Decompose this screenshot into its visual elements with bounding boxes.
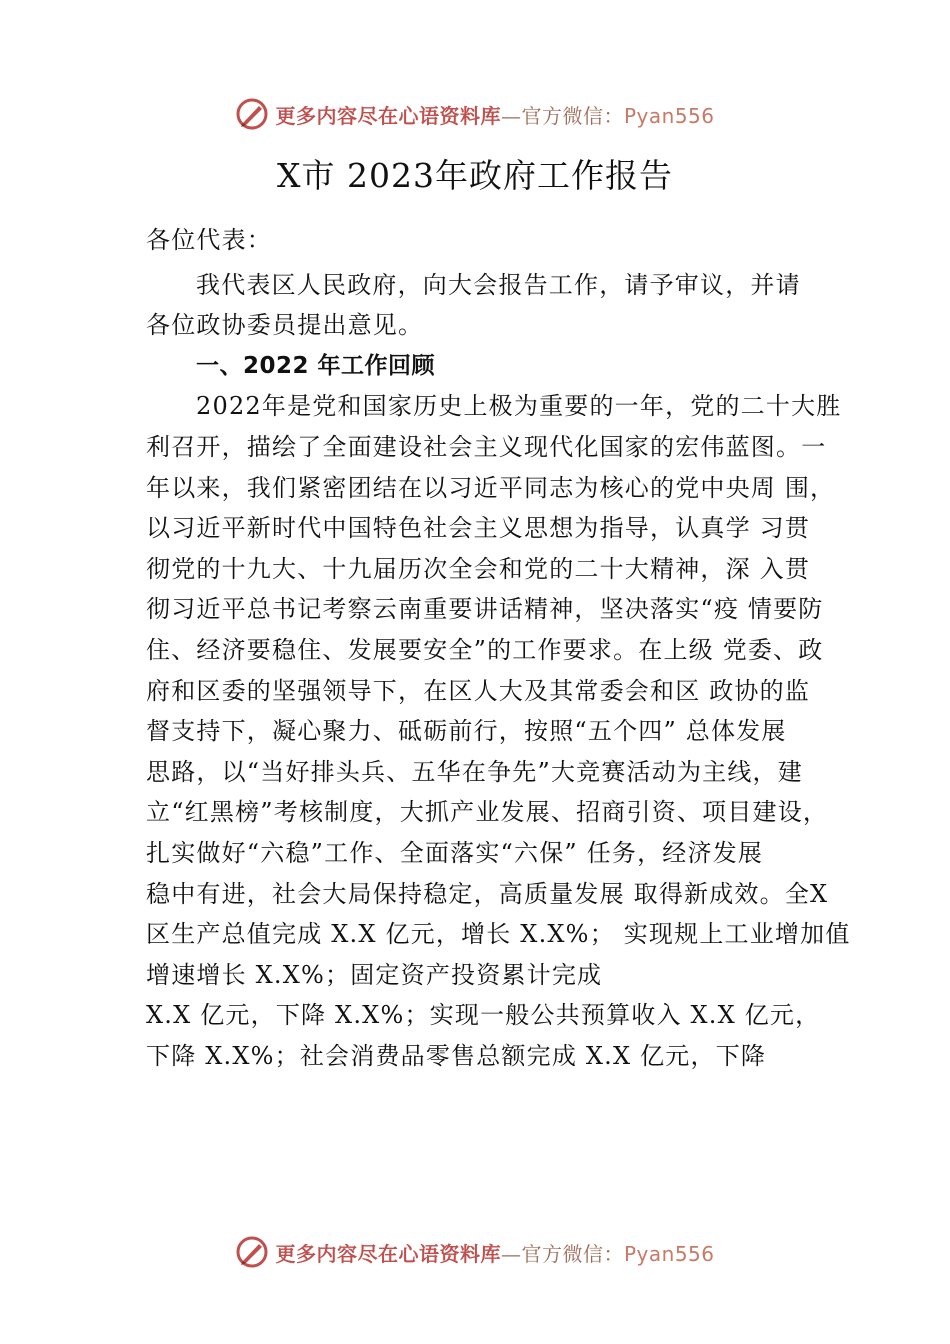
body-line: 增速增长 X.X%；固定资产投资累计完成 [146,960,603,989]
section-heading: 一、2022 年工作回顾 [196,352,436,379]
document-title: X市 2023年政府工作报告 [277,156,673,195]
body-line: 年以来，我们紧密团结在以习近平同志为核心的党中央周 围， [146,473,836,502]
body-line: 稳中有进，社会大局保持稳定，高质量发展 取得新成效。全X [146,879,829,908]
header-banner [0,94,950,134]
body-line: 以习近平新时代中国特色社会主义思想为指导，认真学 习贯 [146,514,811,543]
body-line: 思路，以“当好排头兵、五华在争先”大竞赛活动为主线，建 [146,757,803,786]
body-line: 住、经济要稳住、发展要安全”的工作要求。在上级 党委、政 [146,635,824,664]
banner-text: 更多内容尽在心语资料库—官方微信：Pyan556 [275,1241,715,1266]
intro-line: 我代表区人民政府，向大会报告工作，请予审议，并请 [196,270,801,299]
body-line: 督支持下，凝心聚力、砥砺前行，按照“五个四” 总体发展 [146,717,787,746]
pen-logo-icon [235,1235,269,1269]
body-line: X.X 亿元，下降 X.X%；实现一般公共预算收入 X.X 亿元， [146,1001,821,1030]
body-line: 彻习近平总书记考察云南重要讲话精神，坚决落实“疫 情要防 [146,595,824,624]
body-line: 下降 X.X%；社会消费品零售总额完成 X.X 亿元，下降 [146,1041,767,1070]
body-line: 扎实做好“六稳”工作、全面落实“六保” 任务，经济发展 [146,838,764,867]
intro-line: 各位政协委员提出意见。 [146,311,424,340]
body-line: 彻党的十九大、十九届历次全会和党的二十大精神，深 入贯 [146,554,811,583]
pen-logo-icon [235,97,269,131]
body-line: 立“红黑榜”考核制度，大抓产业发展、招商引资、项目建设， [146,798,829,827]
footer-banner [0,1232,950,1272]
salutation: 各位代表： [146,226,272,254]
body-line: 2022年是党和国家历史上极为重要的一年，党的二十大胜 [196,392,842,421]
document-body [146,220,851,1076]
banner-text: 更多内容尽在心语资料库—官方微信：Pyan556 [275,103,715,128]
body-line: 区生产总值完成 X.X 亿元，增长 X.X%； 实现规上工业增加值 [146,920,851,949]
body-line: 府和区委的坚强领导下，在区人大及其常委会和区 政协的监 [146,676,811,705]
body-line: 利召开，描绘了全面建设社会主义现代化国家的宏伟蓝图。一 [146,432,827,461]
